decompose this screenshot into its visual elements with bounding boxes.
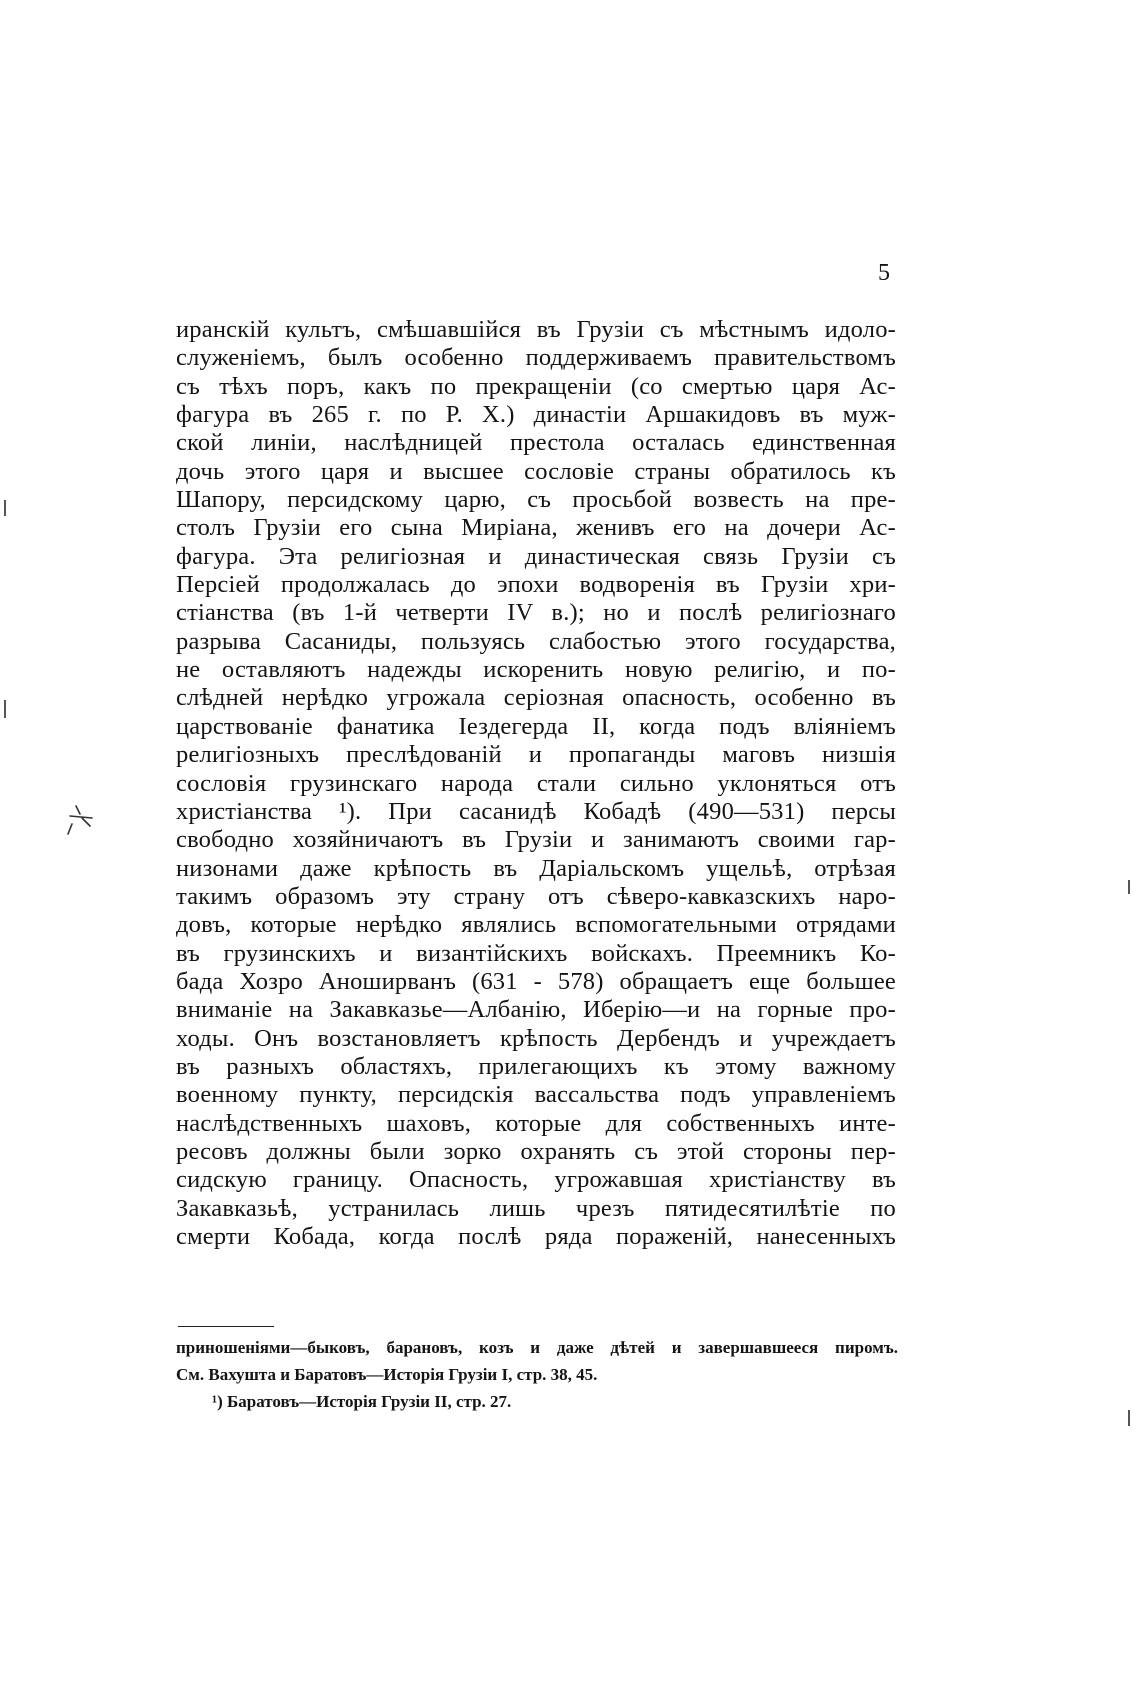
text-line: религіозныхъ преслѣдованій и пропаганды маговъ низшія bbox=[176, 741, 896, 769]
text-line: свободно хозяйничаютъ въ Грузіи и занимаютъ своими гар- bbox=[176, 826, 896, 854]
text-line: въ разныхъ областяхъ, прилегающихъ къ этому важному bbox=[176, 1052, 896, 1080]
text-line: сидскую границу. Опасность, угрожавшая христіанству въ bbox=[176, 1166, 896, 1194]
page-number: 5 bbox=[878, 260, 890, 286]
text-line: стіанства (въ 1-й четверти IV в.); но и послѣ религіознаго bbox=[176, 599, 896, 627]
text-line: служеніемъ, былъ особенно поддерживаемъ правительствомъ bbox=[176, 344, 896, 372]
text-line: съ тѣхъ поръ, какъ по прекращеніи (со смертью царя Ас- bbox=[176, 372, 896, 400]
text-line: Персіей продолжалась до эпохи водворенія въ Грузіи хри- bbox=[176, 571, 896, 599]
text-line: военному пункту, персидскія вассальства подъ управленіемъ bbox=[176, 1081, 896, 1109]
text-line: дочь этого царя и высшее сословіе страны обратилось къ bbox=[176, 457, 896, 485]
edge-speck bbox=[4, 700, 6, 718]
edge-speck bbox=[4, 500, 6, 516]
text-line: вниманіе на Закавказье—Албанію, Иберію—и на горные про- bbox=[176, 996, 896, 1024]
text-line: въ грузинскихъ и византійскихъ войскахъ. Преемникъ Ко- bbox=[176, 939, 896, 967]
footnotes bbox=[176, 1334, 898, 1415]
edge-speck bbox=[1128, 880, 1130, 894]
text-line: разрыва Сасаниды, пользуясь слабостью этого государства, bbox=[176, 627, 896, 655]
text-line: смерти Кобада, когда послѣ ряда пораженій, нанесенныхъ bbox=[176, 1223, 896, 1250]
text-line: довъ, которые нерѣдко являлись вспомогательными отрядами bbox=[176, 911, 896, 939]
text-line: сословія грузинскаго народа стали сильно уклоняться отъ bbox=[176, 769, 896, 797]
text-line: не оставляютъ надежды искоренить новую религію, и по- bbox=[176, 656, 896, 684]
body-text bbox=[176, 316, 896, 1251]
text-line: низонами даже крѣпость въ Даріальскомъ ущельѣ, отрѣзая bbox=[176, 854, 896, 882]
text-line: христіанства ¹). При сасанидѣ Кобадѣ (490—531) персы bbox=[176, 797, 896, 825]
text-line: фагура въ 265 г. по Р. Х.) династіи Аршакидовъ въ муж- bbox=[176, 401, 896, 429]
text-line: ской линіи, наслѣдницей престола осталась единственная bbox=[176, 429, 896, 457]
text-line: иранскій культъ, смѣшавшійся въ Грузіи съ мѣстнымъ идоло- bbox=[176, 316, 896, 343]
text-line: ресовъ должны были зорко охранять съ этой стороны пер- bbox=[176, 1137, 896, 1165]
text-line: бада Хозро Аноширванъ (631 - 578) обращаетъ еще большее bbox=[176, 967, 896, 995]
text-line: ходы. Онъ возстановляетъ крѣпость Дербендъ и учреждаетъ bbox=[176, 1024, 896, 1052]
text-line: такимъ образомъ эту страну отъ сѣверо-кавказскихъ наро- bbox=[176, 882, 896, 910]
text-line: Закавказьѣ, устранилась лишь чрезъ пятидесятилѣтіе по bbox=[176, 1194, 896, 1222]
edge-speck bbox=[1128, 1410, 1130, 1426]
text-line: столъ Грузіи его сына Миріана, женивъ его на дочери Ас- bbox=[176, 514, 896, 542]
footnote-line: См. Вахушта и Баратовъ—Исторія Грузіи I, стр. 38, 45. bbox=[176, 1365, 598, 1384]
text-line: царствованіе фанатика Іездегерда II, когда подъ вліяніемъ bbox=[176, 712, 896, 740]
text-line: наслѣдственныхъ шаховъ, которые для собственныхъ инте- bbox=[176, 1109, 896, 1137]
footnote-line: приношеніями—быковъ, барановъ, козъ и даже дѣтей и завершавшееся пиромъ. bbox=[176, 1338, 898, 1357]
footnote-line: ¹) Баратовъ—Исторія Грузіи II, стр. 27. bbox=[212, 1392, 512, 1411]
text-line: слѣдней нерѣдко угрожала серіозная опасность, особенно въ bbox=[176, 684, 896, 712]
footnote-separator bbox=[178, 1326, 274, 1327]
text-line: Шапору, персидскому царю, съ просьбой возвесть на пре- bbox=[176, 486, 896, 514]
margin-pencil-mark bbox=[62, 800, 102, 840]
text-line: фагура. Эта религіозная и династическая связь Грузіи съ bbox=[176, 542, 896, 570]
